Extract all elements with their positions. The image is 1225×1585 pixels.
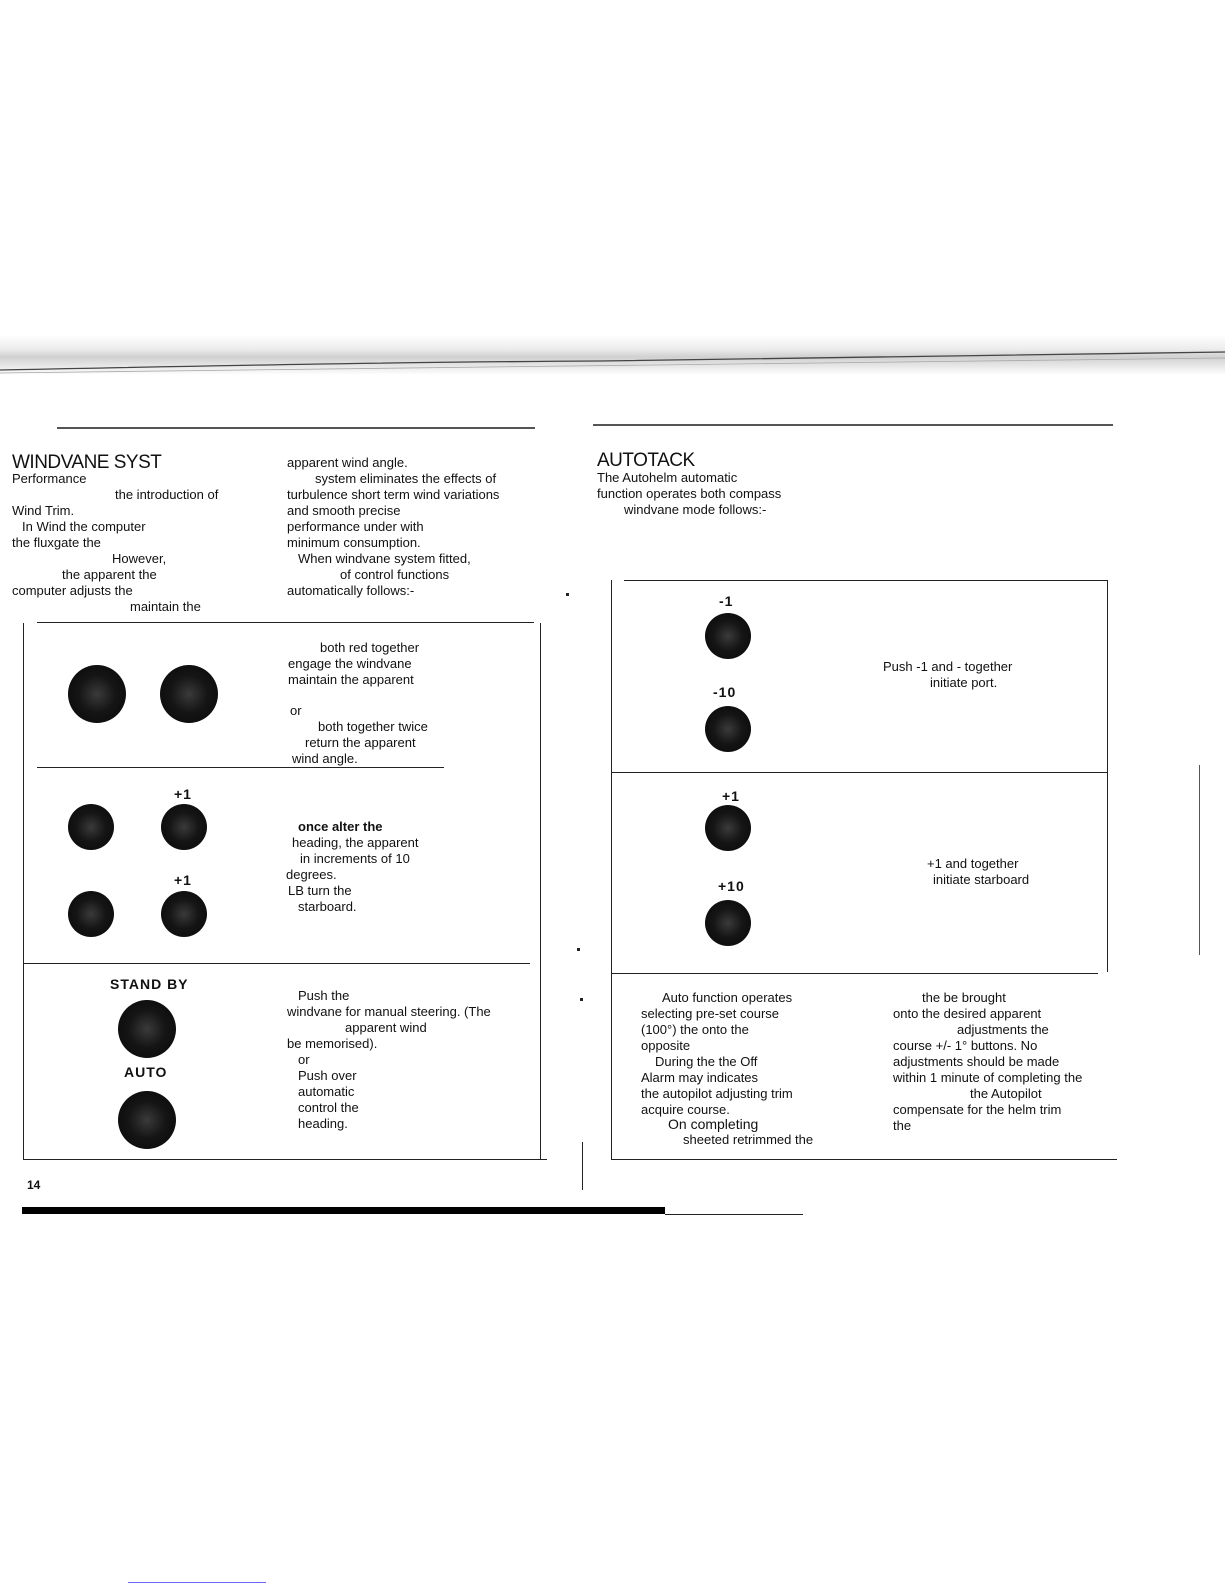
auto-label: AUTO xyxy=(124,1064,168,1080)
left-top-rule xyxy=(57,427,535,429)
text-line: automatically follows:- xyxy=(287,583,415,598)
text-line: initiate starboard xyxy=(933,872,1030,887)
text-line: in increments of 10 xyxy=(300,851,410,866)
box-left-border xyxy=(611,580,612,1160)
text-line: engage the windvane xyxy=(288,656,412,671)
minus10-button[interactable] xyxy=(705,706,751,752)
text-line: opposite xyxy=(641,1038,691,1053)
text-line: apparent wind angle. xyxy=(287,455,408,470)
bottom-thin-rule xyxy=(665,1214,803,1215)
box-bottom-border xyxy=(23,1159,547,1160)
text-line: the Autopilot xyxy=(970,1086,1042,1101)
text-line: sheeted retrimmed the xyxy=(683,1132,814,1147)
text-line: both red together xyxy=(320,640,420,655)
minus10-label: -10 xyxy=(713,684,737,700)
box-right-border xyxy=(1107,580,1108,972)
text-line: degrees. xyxy=(286,867,337,882)
text-line: Performance xyxy=(12,471,87,486)
text-line: The Autohelm automatic xyxy=(597,470,738,485)
plus1-label: +1 xyxy=(722,788,740,804)
box-left-border xyxy=(23,623,24,1160)
standby-label: STAND BY xyxy=(110,976,189,992)
text-line: During the the Off xyxy=(655,1054,758,1069)
autotack-heading: AUTOTACK xyxy=(597,450,695,471)
text-line: both together twice xyxy=(318,719,428,734)
text-line: starboard. xyxy=(298,899,357,914)
gutter-line xyxy=(582,1142,583,1190)
text-line: the autopilot adjusting trim xyxy=(641,1086,793,1101)
box-right-border xyxy=(540,623,541,1160)
auto-button[interactable] xyxy=(118,1091,176,1149)
plus1-label: +1 xyxy=(174,872,192,888)
text-line: and smooth precise xyxy=(287,503,401,518)
plus10-label: +10 xyxy=(718,878,745,894)
section-divider xyxy=(37,767,444,768)
plus10-button[interactable] xyxy=(705,900,751,946)
text-line: adjustments the xyxy=(957,1022,1049,1037)
text-line: On completing xyxy=(668,1116,759,1132)
text-line: or xyxy=(290,703,302,718)
text-line: windvane for manual steering. (The xyxy=(287,1004,491,1019)
text-line: within 1 minute of completing the xyxy=(893,1070,1083,1085)
section-divider xyxy=(611,772,1107,773)
text-line: computer adjusts the xyxy=(12,583,133,598)
plus1-button[interactable] xyxy=(161,804,207,850)
text-line: When windvane system fitted, xyxy=(298,551,471,566)
text-line: +1 and together xyxy=(927,856,1019,871)
text-line: In Wind the computer xyxy=(22,519,146,534)
scan-mark xyxy=(566,593,569,596)
text-line: system eliminates the effects of xyxy=(315,471,497,486)
red-button-left[interactable] xyxy=(68,665,126,723)
text-line: windvane mode follows:- xyxy=(624,502,767,517)
text-line: the introduction of xyxy=(115,487,219,502)
plus1-button[interactable] xyxy=(705,805,751,851)
plus1-label: +1 xyxy=(174,786,192,802)
scan-edge-line xyxy=(1199,765,1200,955)
right-top-rule xyxy=(593,424,1113,426)
windvane-heading: WINDVANE SYST xyxy=(12,452,162,473)
minus-button[interactable] xyxy=(68,891,114,937)
text-line: Auto function operates xyxy=(662,990,793,1005)
standby-button[interactable] xyxy=(118,1000,176,1058)
text-line: However, xyxy=(112,551,167,566)
text-line: control the xyxy=(298,1100,359,1115)
text-line: Push the xyxy=(298,988,350,1003)
text-line: adjustments should be made xyxy=(893,1054,1060,1069)
text-line: heading. xyxy=(298,1116,348,1131)
page-top-edge-line xyxy=(0,330,1225,380)
minus1-button[interactable] xyxy=(705,613,751,659)
text-line: Wind Trim. xyxy=(12,503,75,518)
text-line: heading, the apparent xyxy=(292,835,419,850)
text-line: or xyxy=(298,1052,310,1067)
text-line: selecting pre-set course xyxy=(641,1006,780,1021)
text-line: LB turn the xyxy=(288,883,352,898)
section-divider xyxy=(23,963,530,964)
text-line: function operates both compass xyxy=(597,486,782,501)
box-bottom-border xyxy=(611,1159,1117,1160)
text-line: acquire course. xyxy=(641,1102,730,1117)
minus-button[interactable] xyxy=(68,804,114,850)
text-line: Alarm may indicates xyxy=(641,1070,759,1085)
text-line: maintain the xyxy=(130,599,201,614)
text-line: performance under with xyxy=(287,519,424,534)
text-line: onto the desired apparent xyxy=(893,1006,1042,1021)
text-line: Push over xyxy=(298,1068,357,1083)
text-line: once alter the xyxy=(298,819,383,834)
scan-mark xyxy=(580,998,583,1001)
scan-mark xyxy=(577,948,580,951)
text-line: the be brought xyxy=(922,990,1006,1005)
text-line: minimum consumption. xyxy=(287,535,421,550)
text-line: automatic xyxy=(298,1084,355,1099)
text-line: the xyxy=(893,1118,912,1133)
minus1-label: -1 xyxy=(719,593,734,609)
text-line: apparent wind xyxy=(345,1020,427,1035)
section-divider xyxy=(611,973,1098,974)
text-line: of control functions xyxy=(340,567,450,582)
text-line: maintain the apparent xyxy=(288,672,414,687)
red-button-right[interactable] xyxy=(160,665,218,723)
text-line: return the apparent xyxy=(305,735,416,750)
box-top-border xyxy=(37,622,534,623)
text-line: initiate port. xyxy=(930,675,998,690)
text-line: compensate for the helm trim xyxy=(893,1102,1062,1117)
page-number: 14 xyxy=(27,1178,41,1192)
bottom-link-underline xyxy=(128,1582,266,1583)
text-line: (100°) the onto the xyxy=(641,1022,749,1037)
text-line: turbulence short term wind variations xyxy=(287,487,500,502)
text-line: course +/- 1° buttons. No xyxy=(893,1038,1038,1053)
text-line: the fluxgate the xyxy=(12,535,101,550)
text-line: be memorised). xyxy=(287,1036,378,1051)
box-top-border xyxy=(624,580,1107,581)
plus1-button[interactable] xyxy=(161,891,207,937)
text-line: wind angle. xyxy=(292,751,358,766)
text-line: Push -1 and - together xyxy=(883,659,1013,674)
text-line: the apparent the xyxy=(62,567,157,582)
bottom-heavy-rule xyxy=(22,1207,665,1214)
